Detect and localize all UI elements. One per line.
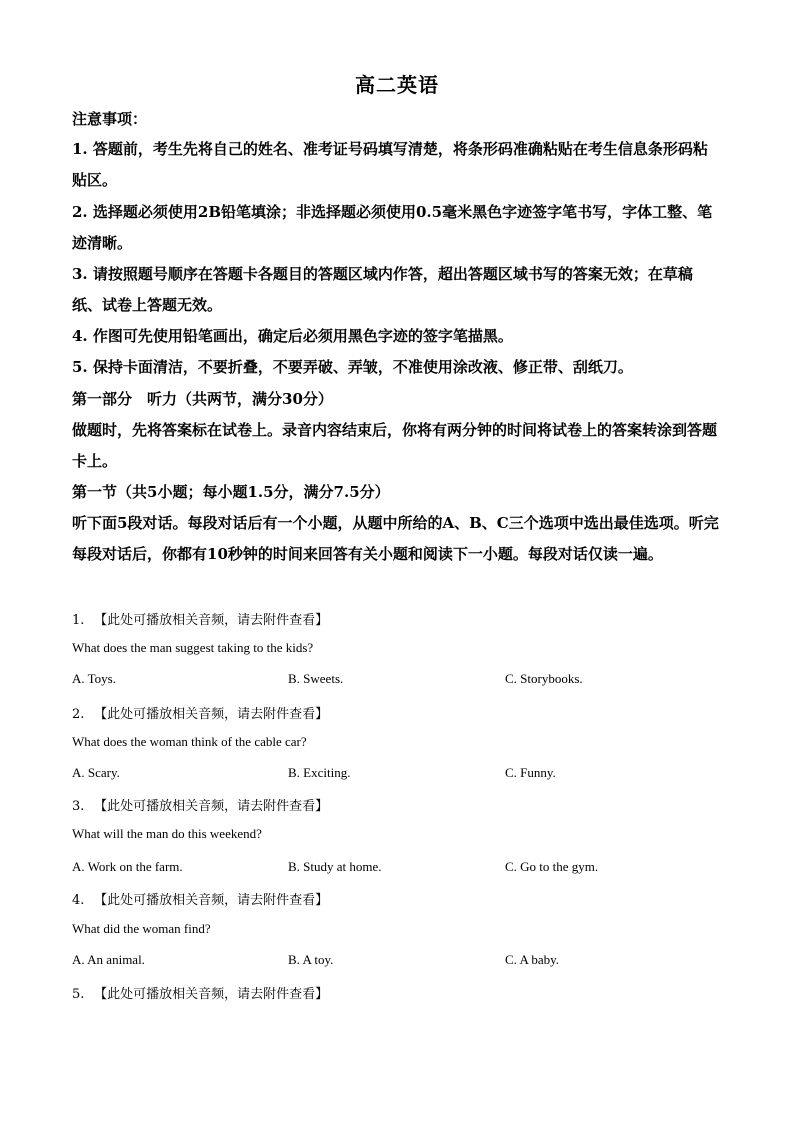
audio-note: 【此处可播放相关音频，请去附件查看】 bbox=[94, 613, 329, 628]
part1-heading: 第一部分 听力（共两节，满分30分） bbox=[72, 390, 333, 408]
audio-note: 【此处可播放相关音频，请去附件查看】 bbox=[94, 987, 329, 1002]
question-number: 1. bbox=[72, 613, 85, 628]
section1-instruction: 听下面5段对话。每段对话后有一个小题，从题中所给的A、B、C三个选项中选出最佳选项。听完每段对话后，你都有10秒钟的时间来回答有关小题和阅读下一小题。每段对话仅读一遍。 bbox=[72, 514, 719, 563]
section1-heading: 第一节（共5小题；每小题1.5分，满分7.5分） bbox=[72, 483, 390, 501]
question-2-option-a: A. Scary. bbox=[72, 765, 120, 780]
question-1-option-c: C. Storybooks. bbox=[505, 671, 583, 686]
question-4-header bbox=[72, 889, 328, 908]
question-4-stem: What did the woman find? bbox=[72, 921, 211, 936]
question-3-option-a: A. Work on the farm. bbox=[72, 859, 183, 874]
audio-note: 【此处可播放相关音频，请去附件查看】 bbox=[94, 799, 329, 814]
question-1-option-b: B. Sweets. bbox=[288, 671, 344, 686]
question-3-stem: What will the man do this weekend? bbox=[72, 826, 262, 841]
question-3-option-b: B. Study at home. bbox=[288, 859, 382, 874]
question-3-header bbox=[72, 795, 328, 814]
question-1-option-a: A. Toys. bbox=[72, 671, 116, 686]
notice-item-3: 3. 请按照题号顺序在答题卡各题目的答题区域内作答，超出答题区域书写的答案无效；在草稿纸、试卷上答题无效。 bbox=[72, 265, 693, 314]
part1-instruction: 做题时，先将答案标在试卷上。录音内容结束后，你将有两分钟的时间将试卷上的答案转涂到答题卡上。 bbox=[72, 421, 718, 470]
audio-note: 【此处可播放相关音频，请去附件查看】 bbox=[94, 707, 329, 722]
question-4-option-c: C. A baby. bbox=[505, 952, 560, 967]
notice-heading: 注意事项： bbox=[72, 110, 148, 128]
audio-note: 【此处可播放相关音频，请去附件查看】 bbox=[94, 893, 329, 908]
question-2-option-b: B. Exciting. bbox=[288, 765, 351, 780]
question-number: 5. bbox=[72, 987, 85, 1002]
question-4-option-a: A. An animal. bbox=[72, 952, 145, 967]
page-title: 高二英语 bbox=[355, 73, 439, 97]
question-number: 2. bbox=[72, 707, 85, 722]
question-number: 3. bbox=[72, 799, 85, 814]
question-2-header bbox=[72, 703, 328, 722]
question-2-stem: What does the woman think of the cable car? bbox=[72, 734, 307, 749]
question-3-option-c: C. Go to the gym. bbox=[505, 859, 599, 874]
notice-item-2: 2. 选择题必须使用2B铅笔填涂；非选择题必须使用0.5毫米黑色字迹签字笔书写，字体工整、笔迹清晰。 bbox=[72, 203, 713, 252]
notice-item-5: 5. 保持卡面清洁，不要折叠，不要弄破、弄皱，不准使用涂改液、修正带、刮纸刀。 bbox=[72, 358, 633, 376]
question-2-option-c: C. Funny. bbox=[505, 765, 556, 780]
question-number: 4. bbox=[72, 893, 85, 908]
question-5-header bbox=[72, 983, 328, 1002]
notice-item-1: 1. 答题前，考生先将自己的姓名、准考证号码填写清楚，将条形码准确粘贴在考生信息条形码粘贴区。 bbox=[72, 140, 708, 189]
notice-item-4: 4. 作图可先使用铅笔画出，确定后必须用黑色字迹的签字笔描黑。 bbox=[72, 327, 513, 345]
question-1-stem: What does the man suggest taking to the kids? bbox=[72, 640, 314, 655]
question-4-option-b: B. A toy. bbox=[288, 952, 334, 967]
question-1-header bbox=[72, 609, 328, 628]
